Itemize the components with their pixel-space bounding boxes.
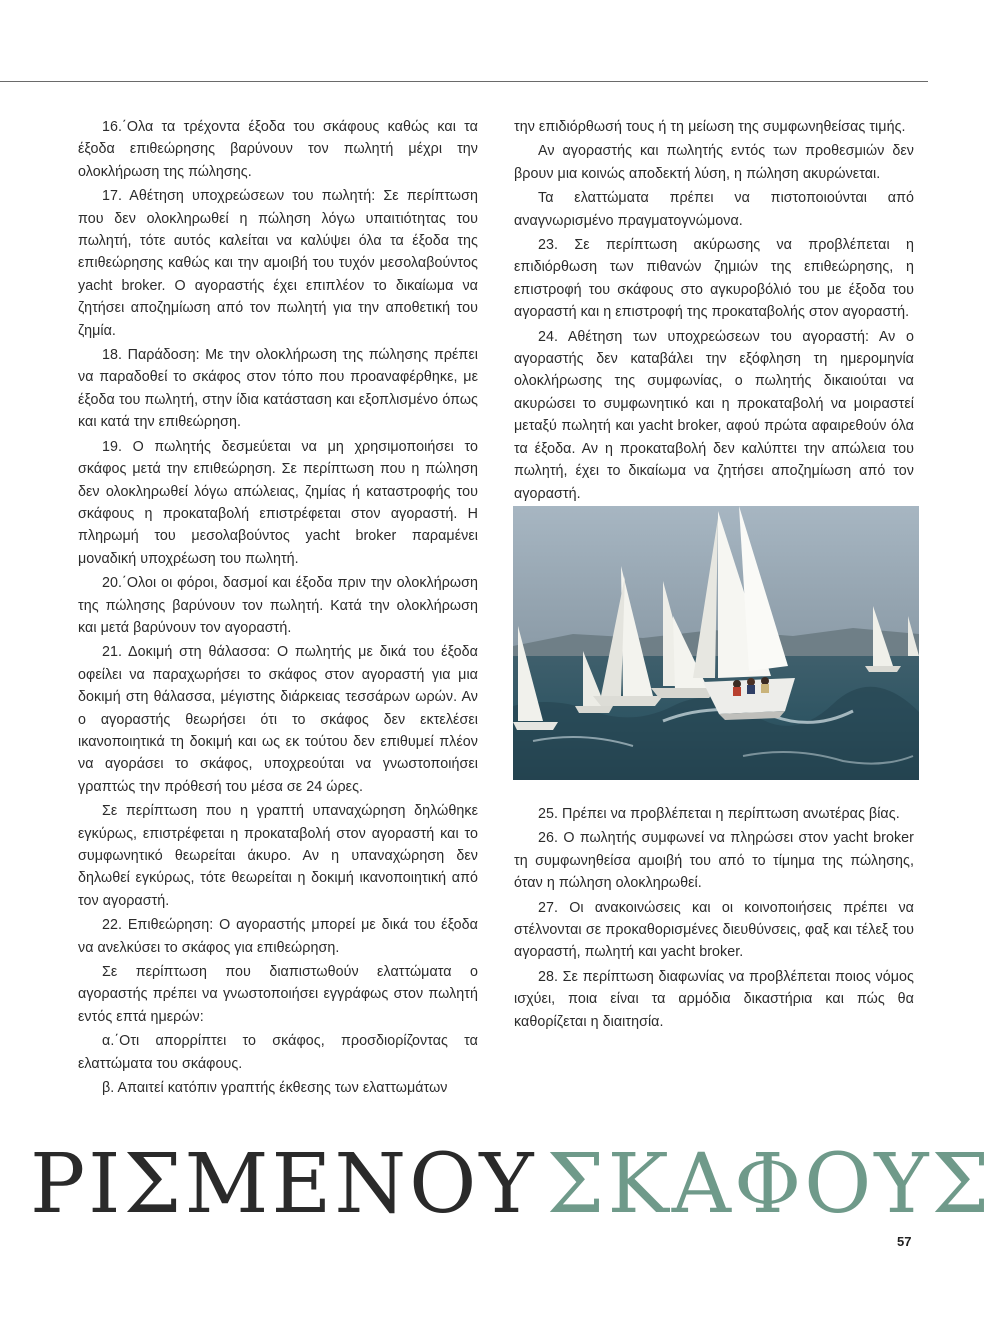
right-column-top: [514, 116, 914, 507]
clause-27: 27. Οι ανακοινώσεις και οι κοινοποιήσεις πρέπει να στέλνονται σε προκαθορισμένες διευθύνσεις, φαξ και τέλεξ του αγοραστή, πωλητή και yacht broker.: [514, 899, 914, 961]
clause-21-continued: Σε περίπτωση που η γραπτή υπαναχώρηση δηλώθηκε εγκύρως, επιστρέφεται η προκαταβολή στον αγοραστή και το συμφωνητικό θεωρείται άκυρο. Αν η υπαναχώρηση δεν δηλωθεί εγκύρως, τότε θεωρείται η δοκιμή ικανοποιητική από τον αγοραστή.: [78, 803, 478, 909]
clause-17: 17. Αθέτηση υποχρεώσεων του πωλητή: Σε περίπτωση που δεν ολοκληρωθεί η πώληση λόγω υπαιτιότητας του πωλητή, τότε αυτός καλείται να καλύψει όλα τα έξοδα της επιθεώρησης καθώς και την αμοιβή του τυχόν μεσολαβούντος yacht broker. Ο αγοραστής έχει επιπλέον το δικαίωμα να ζητήσει αποζημίωση από τον πωλητή για την αποθετική του ζημία.: [78, 188, 478, 339]
clause-22-option-b-continued: την επιδιόρθωσή τους ή τη μείωση της συμφωνηθείσας τιμής.: [514, 119, 906, 135]
title-teal-part: ΣΚΑΦΟΥΣ: [546, 1137, 993, 1232]
clause-23: 23. Σε περίπτωση ακύρωσης να προβλέπεται η επιδιόρθωση των πιθανών ζημιών της επιθεώρησης, η επιστροφή του σκάφους στο αγκυροβόλιό του με έξοδα του αγοραστή και η επιστροφή της προκαταβολής στον αγοραστή.: [514, 237, 914, 321]
clause-28: 28. Σε περίπτωση διαφωνίας να προβλέπεται ποιος νόμος ισχύει, ποια είναι τα αρμόδια δικαστήρια και πώς θα καθορίζεται η διαιτησία.: [514, 968, 914, 1030]
title-dark-part: ΡΙΣΜΕΝΟΥ: [30, 1137, 537, 1232]
clause-22-certification: Τα ελαττώματα πρέπει να πιστοποιούνται από αναγνωρισμένο πραγματογνώμονα.: [514, 190, 914, 229]
right-column-bottom: [514, 803, 914, 1035]
clause-25: 25. Πρέπει να προβλέπεται η περίπτωση ανωτέρας βίας.: [538, 806, 900, 822]
clause-22-option-a: α.΄Οτι απορρίπτει το σκάφος, προσδιορίζοντας τα ελαττώματα του σκάφους.: [78, 1033, 478, 1072]
clause-19: 19. Ο πωλητής δεσμεύεται να μη χρησιμοποιήσει το σκάφος μετά την επιθεώρηση. Σε περίπτωση που η πώληση δεν ολοκληρωθεί λόγω απώλειας, ζημίας ή καταστροφής του σκάφους η προκαταβολή επιστρέφεται στον αγοραστή. Η πληρωμή του μεσολαβούντος yacht broker παραμένει μοναδική υποχρέωση του πωλητή.: [78, 438, 478, 567]
clause-16: 16.΄Ολα τα τρέχοντα έξοδα του σκάφους καθώς και τα έξοδα επιθεώρησης βαρύνουν τον πωλητή μέχρι την ολοκλήρωση της πώλησης.: [78, 119, 478, 180]
clause-24: 24. Αθέτηση των υποχρεώσεων του αγοραστή: Αν ο αγοραστής δεν καταβάλει την εξόφληση τη ημερομηνία ολοκλήρωσης της συμφωνίας, ο πωλητής δικαιούται να ακυρώσει το συμφωνητικό και η προκαταβολή να μοιραστεί μεταξύ πωλητή και yacht broker, αφού πρώτα αφαιρεθούν όλα τα έξοδα. Αν η προκαταβολή δεν καλύπτει την απώλεια του πωλητή, έχει το δικαίωμα να ζητήσει αποζημίωση από τον αγοραστή.: [514, 328, 914, 502]
clause-18: 18. Παράδοση: Με την ολοκλήρωση της πώλησης πρέπει να παραδοθεί το σκάφος στον τόπο που προαναφέρθηκε, με έξοδα του πωλητή, στην ίδια κατάσταση και εξοπλισμένο όπως και κατά την επιθεώρηση.: [78, 347, 478, 431]
page-number: 57: [897, 1234, 912, 1249]
left-column: [78, 116, 478, 1101]
clause-22-option-b: β. Απαιτεί κατόπιν γραπτής έκθεσης των ελαττωμάτων: [102, 1080, 448, 1097]
top-rule: [0, 81, 928, 82]
clause-20: 20.΄Ολοι οι φόροι, δασμοί και έξοδα πριν την ολοκλήρωση της πώλησης βαρύνουν τον πωλητή. Κατά την ολοκλήρωση και μετά βαρύνουν τον αγοραστή.: [78, 575, 478, 636]
clause-22-defects: Σε περίπτωση που διαπιστωθούν ελαττώματα ο αγοραστής πρέπει να γνωστοποιήσει εγγράφως στον πωλητή εντός επτά ημερών:: [78, 964, 478, 1025]
article-title: [30, 1137, 993, 1232]
clause-21: 21. Δοκιμή στη θάλασσα: Ο πωλητής με δικά του έξοδα οφείλει να παραχωρήσει το σκάφος στον αγοραστή για μια δοκιμή στη θάλασσα, μέγιστης διάρκειας τεσσάρων ωρών. Αν ο αγοραστής θεωρήσει ότι το σκάφος δεν εκτελέσει ικανοποιητικά τη δοκιμή και ως εκ τούτου δεν επιθυμεί πλέον να αγοράσει το σκάφος, υποχρεούται να γνωστοποιήσει γραπτώς την πρόθεσή του μέσα σε 24 ώρες.: [78, 644, 478, 795]
sailing-yachts-photo: [513, 506, 919, 780]
clause-22: 22. Επιθεώρηση: Ο αγοραστής μπορεί με δικά του έξοδα να ανελκύσει το σκάφος για επιθεώρηση.: [78, 917, 478, 956]
clause-22-cancellation: Αν αγοραστής και πωλητής εντός των προθεσμιών δεν βρουν μια κοινώς αποδεκτή λύση, η πώληση ακυρώνεται.: [514, 143, 914, 182]
clause-26: 26. Ο πωλητής συμφωνεί να πληρώσει στον yacht broker τη συμφωνηθείσα αμοιβή του από το τίμημα της πώλησης, όταν η πώληση ολοκληρωθεί.: [514, 830, 914, 892]
